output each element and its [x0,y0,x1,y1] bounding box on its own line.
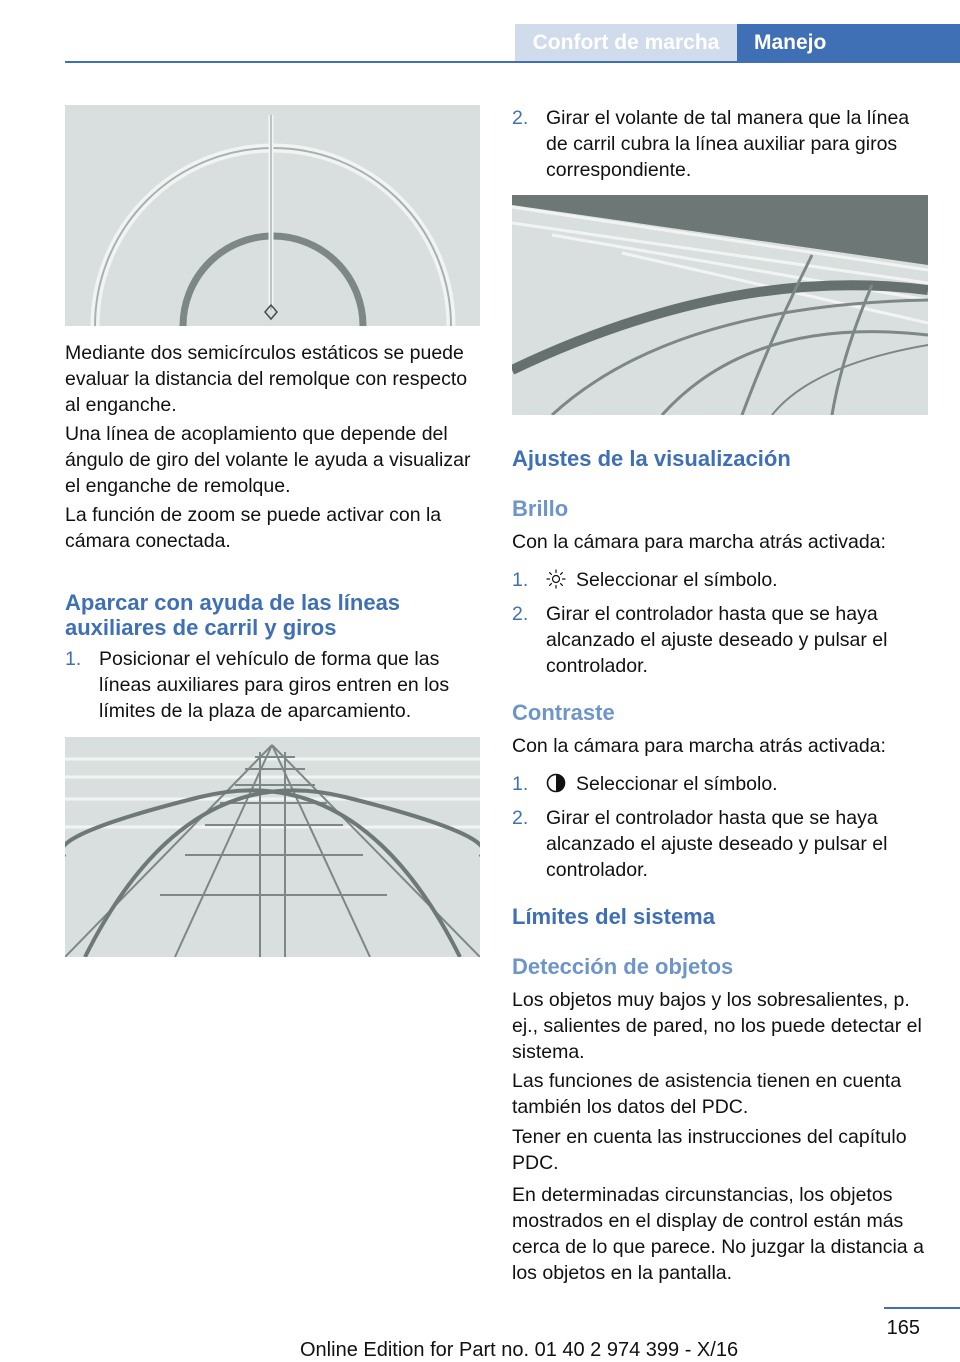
step-number: 2. [512,807,529,829]
edition-note: Online Edition for Part no. 01 40 2 974 399 - X/16 [300,1339,739,1361]
step-text: Seleccionar el símbolo. [576,773,778,795]
footer-rule [884,1307,960,1309]
heading-parking-lines: Aparcar con ayuda de las líneas auxiliares de carril y giros [65,590,401,640]
step-contrast-select [512,771,928,799]
turning-lines-illustration [512,195,928,415]
step-text: Girar el controlador hasta que se haya alcanzado el ajuste deseado y pulsar el controlador. [546,807,888,881]
step-contrast-adjust [512,805,928,885]
brightness-sun-icon [546,569,566,589]
paragraph-detection-low-objects: Los objetos muy bajos y los sobresalientes, p. ej., salientes de pared, no los puede detectar el sistema. [512,989,922,1063]
step-number: 1. [65,648,82,670]
step-brightness-select [512,567,928,595]
subheading-contrast: Contraste [512,700,615,725]
paragraph-zoom: La función de zoom se puede activar con la cámara conectada. [65,504,442,552]
contrast-half-circle-icon [546,773,566,793]
header-rule [65,61,960,63]
heading-display-settings: Ajustes de la visualización [512,446,791,471]
step-text: Girar el volante de tal manera que la línea de carril cubra la línea auxiliar para giros correspondiente. [546,107,910,181]
figure-parking-lane-lines [65,737,480,957]
paragraph-semicircles: Mediante dos semicírculos estáticos se puede evaluar la distancia del remolque con respecto al enganche. [65,342,468,416]
chapter-tab: Manejo [737,24,960,61]
step-text: Seleccionar el símbolo. [576,569,778,591]
step-turn-wheel [512,105,928,185]
subheading-brightness: Brillo [512,496,569,521]
section-tab: Confort de marcha [515,24,737,61]
step-text-wrapper [546,771,928,797]
paragraph-detection-distance: En determinadas circunstancias, los objetos mostrados en el display de control están más cerca de lo que parece. No juzgar la distancia a los objetos en la pantalla. [512,1184,924,1284]
figure-turning-lines [512,195,928,415]
subheading-object-detection: Detección de objetos [512,954,734,979]
step-text-wrapper [546,567,928,593]
figure-trailer-semicircles [65,105,480,326]
step-number: 1. [512,773,529,795]
page-number: 165 [886,1317,920,1339]
paragraph-detection-pdc-chapter: Tener en cuenta las instrucciones del capítulo PDC. [512,1126,907,1174]
step-number: 2. [512,107,529,129]
step-brightness-adjust [512,601,928,681]
step-number: 2. [512,603,529,625]
step-text: Posicionar el vehículo de forma que las líneas auxiliares para giros entren en los límites de la plaza de aparcamiento. [99,648,450,722]
semicircles-illustration [65,105,480,326]
paragraph-detection-pdc: Las funciones de asistencia tienen en cuenta también los datos del PDC. [512,1070,902,1118]
paragraph-brightness-intro: Con la cámara para marcha atrás activada: [512,531,886,553]
step-text: Girar el controlador hasta que se haya alcanzado el ajuste deseado y pulsar el controlador. [546,603,888,677]
step-number: 1. [512,569,529,591]
paragraph-contrast-intro: Con la cámara para marcha atrás activada: [512,735,886,757]
paragraph-coupling-line: Una línea de acoplamiento que depende del ángulo de giro del volante le ayuda a visualizar el enganche de remolque. [65,423,471,497]
step-position-vehicle [65,646,480,726]
heading-system-limits: Límites del sistema [512,904,715,929]
lane-lines-illustration [65,737,480,957]
